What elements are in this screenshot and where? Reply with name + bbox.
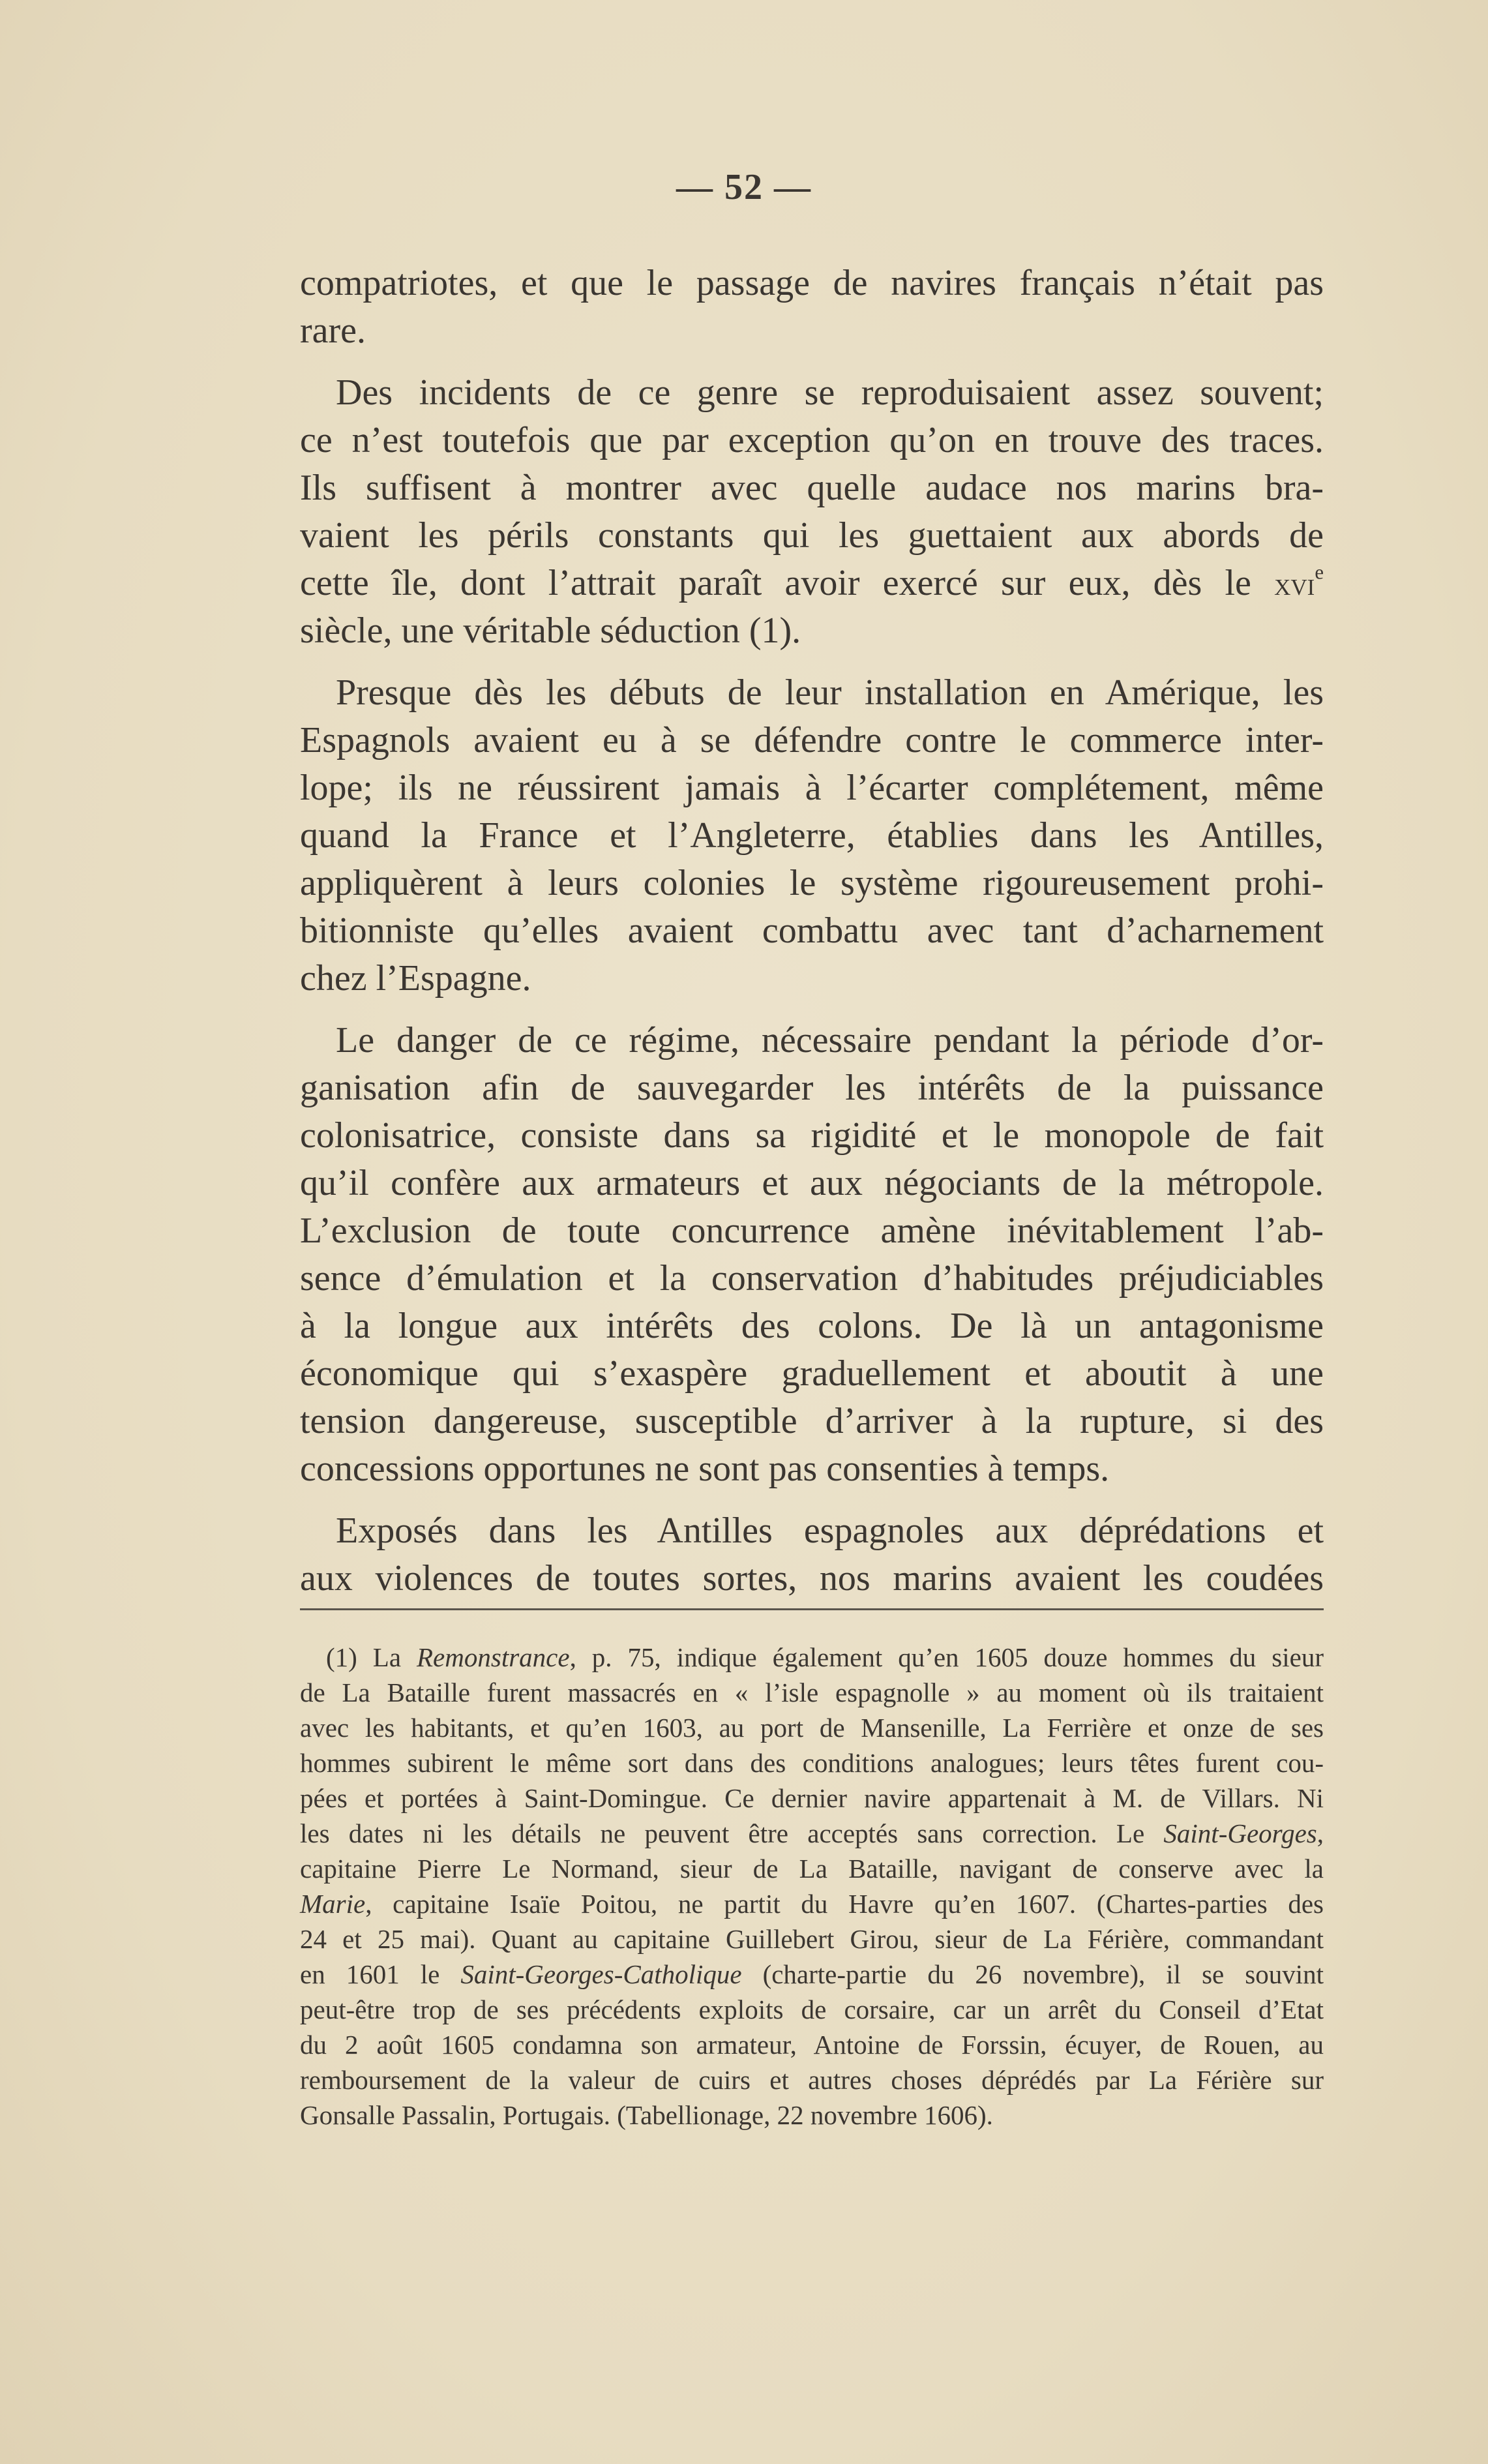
text-run: qu’il confère aux armateurs et aux négociants de la métropole. [300, 1163, 1324, 1203]
text-run: rare. [300, 310, 366, 351]
text-run: avec les habitants, et qu’en 1603, au port de Mansenille, La Ferrière et onze de ses [300, 1713, 1324, 1743]
text-line [300, 1398, 1324, 1445]
footnote-line [300, 1675, 1324, 1710]
text-run: remboursement de la valeur de cuirs et autres choses déprédés par La Férière sur [300, 2065, 1324, 2095]
text-line [300, 1555, 1324, 1602]
text-run: chez l’Espagne. [300, 958, 531, 999]
text-run: peut-être trop de ses précédents exploits de corsaire, car un arrêt du Conseil d’Etat [300, 1994, 1324, 2024]
paragraph [300, 669, 1324, 1002]
footnote-line [300, 1992, 1324, 2027]
text-line [300, 764, 1324, 812]
text-run: Des incidents de ce genre se reproduisaient assez souvent; [336, 372, 1324, 413]
text-run: tension dangereuse, susceptible d’arriver à la rupture, si des [300, 1401, 1324, 1441]
text-line [300, 1112, 1324, 1160]
text-run: , p. 75, indique également qu’en 1605 douze hommes du sieur [569, 1642, 1324, 1672]
text-run: appliquèrent à leurs colonies le système rigoureusement prohi- [300, 863, 1324, 903]
footnote-line [300, 1957, 1324, 1992]
paragraph [300, 1017, 1324, 1493]
text-line [300, 717, 1324, 764]
text-line [300, 307, 1324, 355]
footnote-line [300, 1816, 1324, 1851]
footnote [300, 1640, 1324, 2133]
italic-text: Remonstrance [417, 1642, 570, 1672]
text-run: aux violences de toutes sortes, nos marins avaient les coudées [300, 1558, 1324, 1599]
text-run: (1) La [326, 1642, 417, 1672]
text-line [300, 812, 1324, 860]
paragraph [300, 1507, 1324, 1602]
italic-text: Marie [300, 1889, 366, 1919]
text-line [300, 560, 1324, 607]
text-line [300, 1302, 1324, 1350]
text-run: colonisatrice, consiste dans sa rigidité et le monopole de fait [300, 1115, 1324, 1156]
footnote-line [300, 1640, 1324, 1675]
footnote-line [300, 1886, 1324, 1921]
footnote-separator [300, 1608, 1324, 1610]
text-run: ce n’est toutefois que par exception qu’on en trouve des traces. [300, 420, 1324, 460]
text-run: (charte-partie du 26 novembre), il se souvint [741, 1959, 1324, 1989]
text-line [300, 512, 1324, 560]
text-line [300, 369, 1324, 417]
text-run: Presque dès les débuts de leur installation en Amérique, les [336, 672, 1324, 713]
text-run: quand la France et l’Angleterre, établies dans les Antilles, [300, 815, 1324, 856]
text-run: compatriotes, et que le passage de navires français n’était pas [300, 263, 1324, 303]
page-number: — 52 — [676, 167, 812, 207]
text-line [300, 260, 1324, 307]
italic-text: Saint-Georges-Catholique [460, 1959, 742, 1989]
text-run: en 1601 le [300, 1959, 461, 1989]
superscript: e [1315, 561, 1324, 584]
text-run: capitaine Pierre Le Normand, sieur de La Bataille, navigant de conserve avec la [300, 1854, 1324, 1884]
text-line [300, 1064, 1324, 1112]
text-run: Espagnols avaient eu à se défendre contre le commerce inter- [300, 720, 1324, 760]
italic-text: Saint-Georges [1163, 1818, 1317, 1848]
footnote-line [300, 1745, 1324, 1780]
footnote-line [300, 1780, 1324, 1816]
text-line [300, 1255, 1324, 1302]
text-run: à la longue aux intérêts des colons. De là un antagonisme [300, 1306, 1324, 1346]
text-line [300, 669, 1324, 717]
paragraph [300, 260, 1324, 355]
text-run: xvi [1274, 565, 1315, 602]
text-run: économique qui s’exaspère graduellement et aboutit à une [300, 1353, 1324, 1394]
footnote-line [300, 2097, 1324, 2133]
text-run: vaient les périls constants qui les guettaient aux abords de [300, 515, 1324, 556]
text-run: Exposés dans les Antilles espagnoles aux déprédations et [336, 1510, 1324, 1551]
text-line [300, 464, 1324, 512]
footnote-line [300, 2062, 1324, 2097]
text-line [300, 1350, 1324, 1398]
text-run: Le danger de ce régime, nécessaire pendant la période d’or- [336, 1020, 1324, 1060]
text-run: Gonsalle Passalin, Portugais. (Tabellionage, 22 novembre 1606). [300, 2100, 993, 2130]
text-run: , [1317, 1818, 1324, 1848]
text-run: , capitaine Isaïe Poitou, ne partit du Havre qu’en 1607. (Chartes-parties des [365, 1889, 1324, 1919]
text-line [300, 1017, 1324, 1064]
text-line [300, 1445, 1324, 1493]
text-line [300, 860, 1324, 907]
text-line [300, 1160, 1324, 1207]
text-run: lope; ils ne réussirent jamais à l’écarter complétement, même [300, 768, 1324, 808]
text-run: concessions opportunes ne sont pas consenties à temps. [300, 1449, 1110, 1489]
text-run: cette île, dont l’attrait paraît avoir exercé sur eux, dès le [300, 563, 1275, 603]
body-text [300, 260, 1324, 1617]
text-run: pées et portées à Saint-Domingue. Ce dernier navire appartenait à M. de Villars. Ni [300, 1783, 1324, 1813]
text-run: les dates ni les détails ne peuvent être acceptés sans correction. Le [300, 1818, 1164, 1848]
text-run: du 2 août 1605 condamna son armateur, Antoine de Forssin, écuyer, de Rouen, au [300, 2030, 1324, 2060]
text-line [300, 955, 1324, 1002]
text-line [300, 1507, 1324, 1555]
footnote-line [300, 2027, 1324, 2062]
text-line [300, 417, 1324, 464]
text-run: siècle, une véritable séduction (1). [300, 610, 801, 651]
text-run: ganisation afin de sauvegarder les intérêts de la puissance [300, 1068, 1324, 1108]
text-run: sence d’émulation et la conservation d’habitudes préjudiciables [300, 1258, 1324, 1299]
text-run: bitionniste qu’elles avaient combattu avec tant d’acharnement [300, 910, 1324, 951]
text-line [300, 607, 1324, 655]
text-run: 24 et 25 mai). Quant au capitaine Guillebert Girou, sieur de La Férière, commandant [300, 1924, 1324, 1954]
text-line [300, 907, 1324, 955]
text-run: L’exclusion de toute concurrence amène inévitablement l’ab- [300, 1210, 1324, 1251]
footnote-line [300, 1851, 1324, 1886]
text-run: hommes subirent le même sort dans des conditions analogues; leurs têtes furent cou- [300, 1748, 1324, 1778]
text-run: Ils suffisent à montrer avec quelle audace nos marins bra- [300, 468, 1324, 508]
footnote-line [300, 1710, 1324, 1745]
paragraph [300, 369, 1324, 655]
footnote-line [300, 1921, 1324, 1957]
text-run: de La Bataille furent massacrés en « l’isle espagnolle » au moment où ils traitaient [300, 1677, 1324, 1707]
text-line [300, 1207, 1324, 1255]
